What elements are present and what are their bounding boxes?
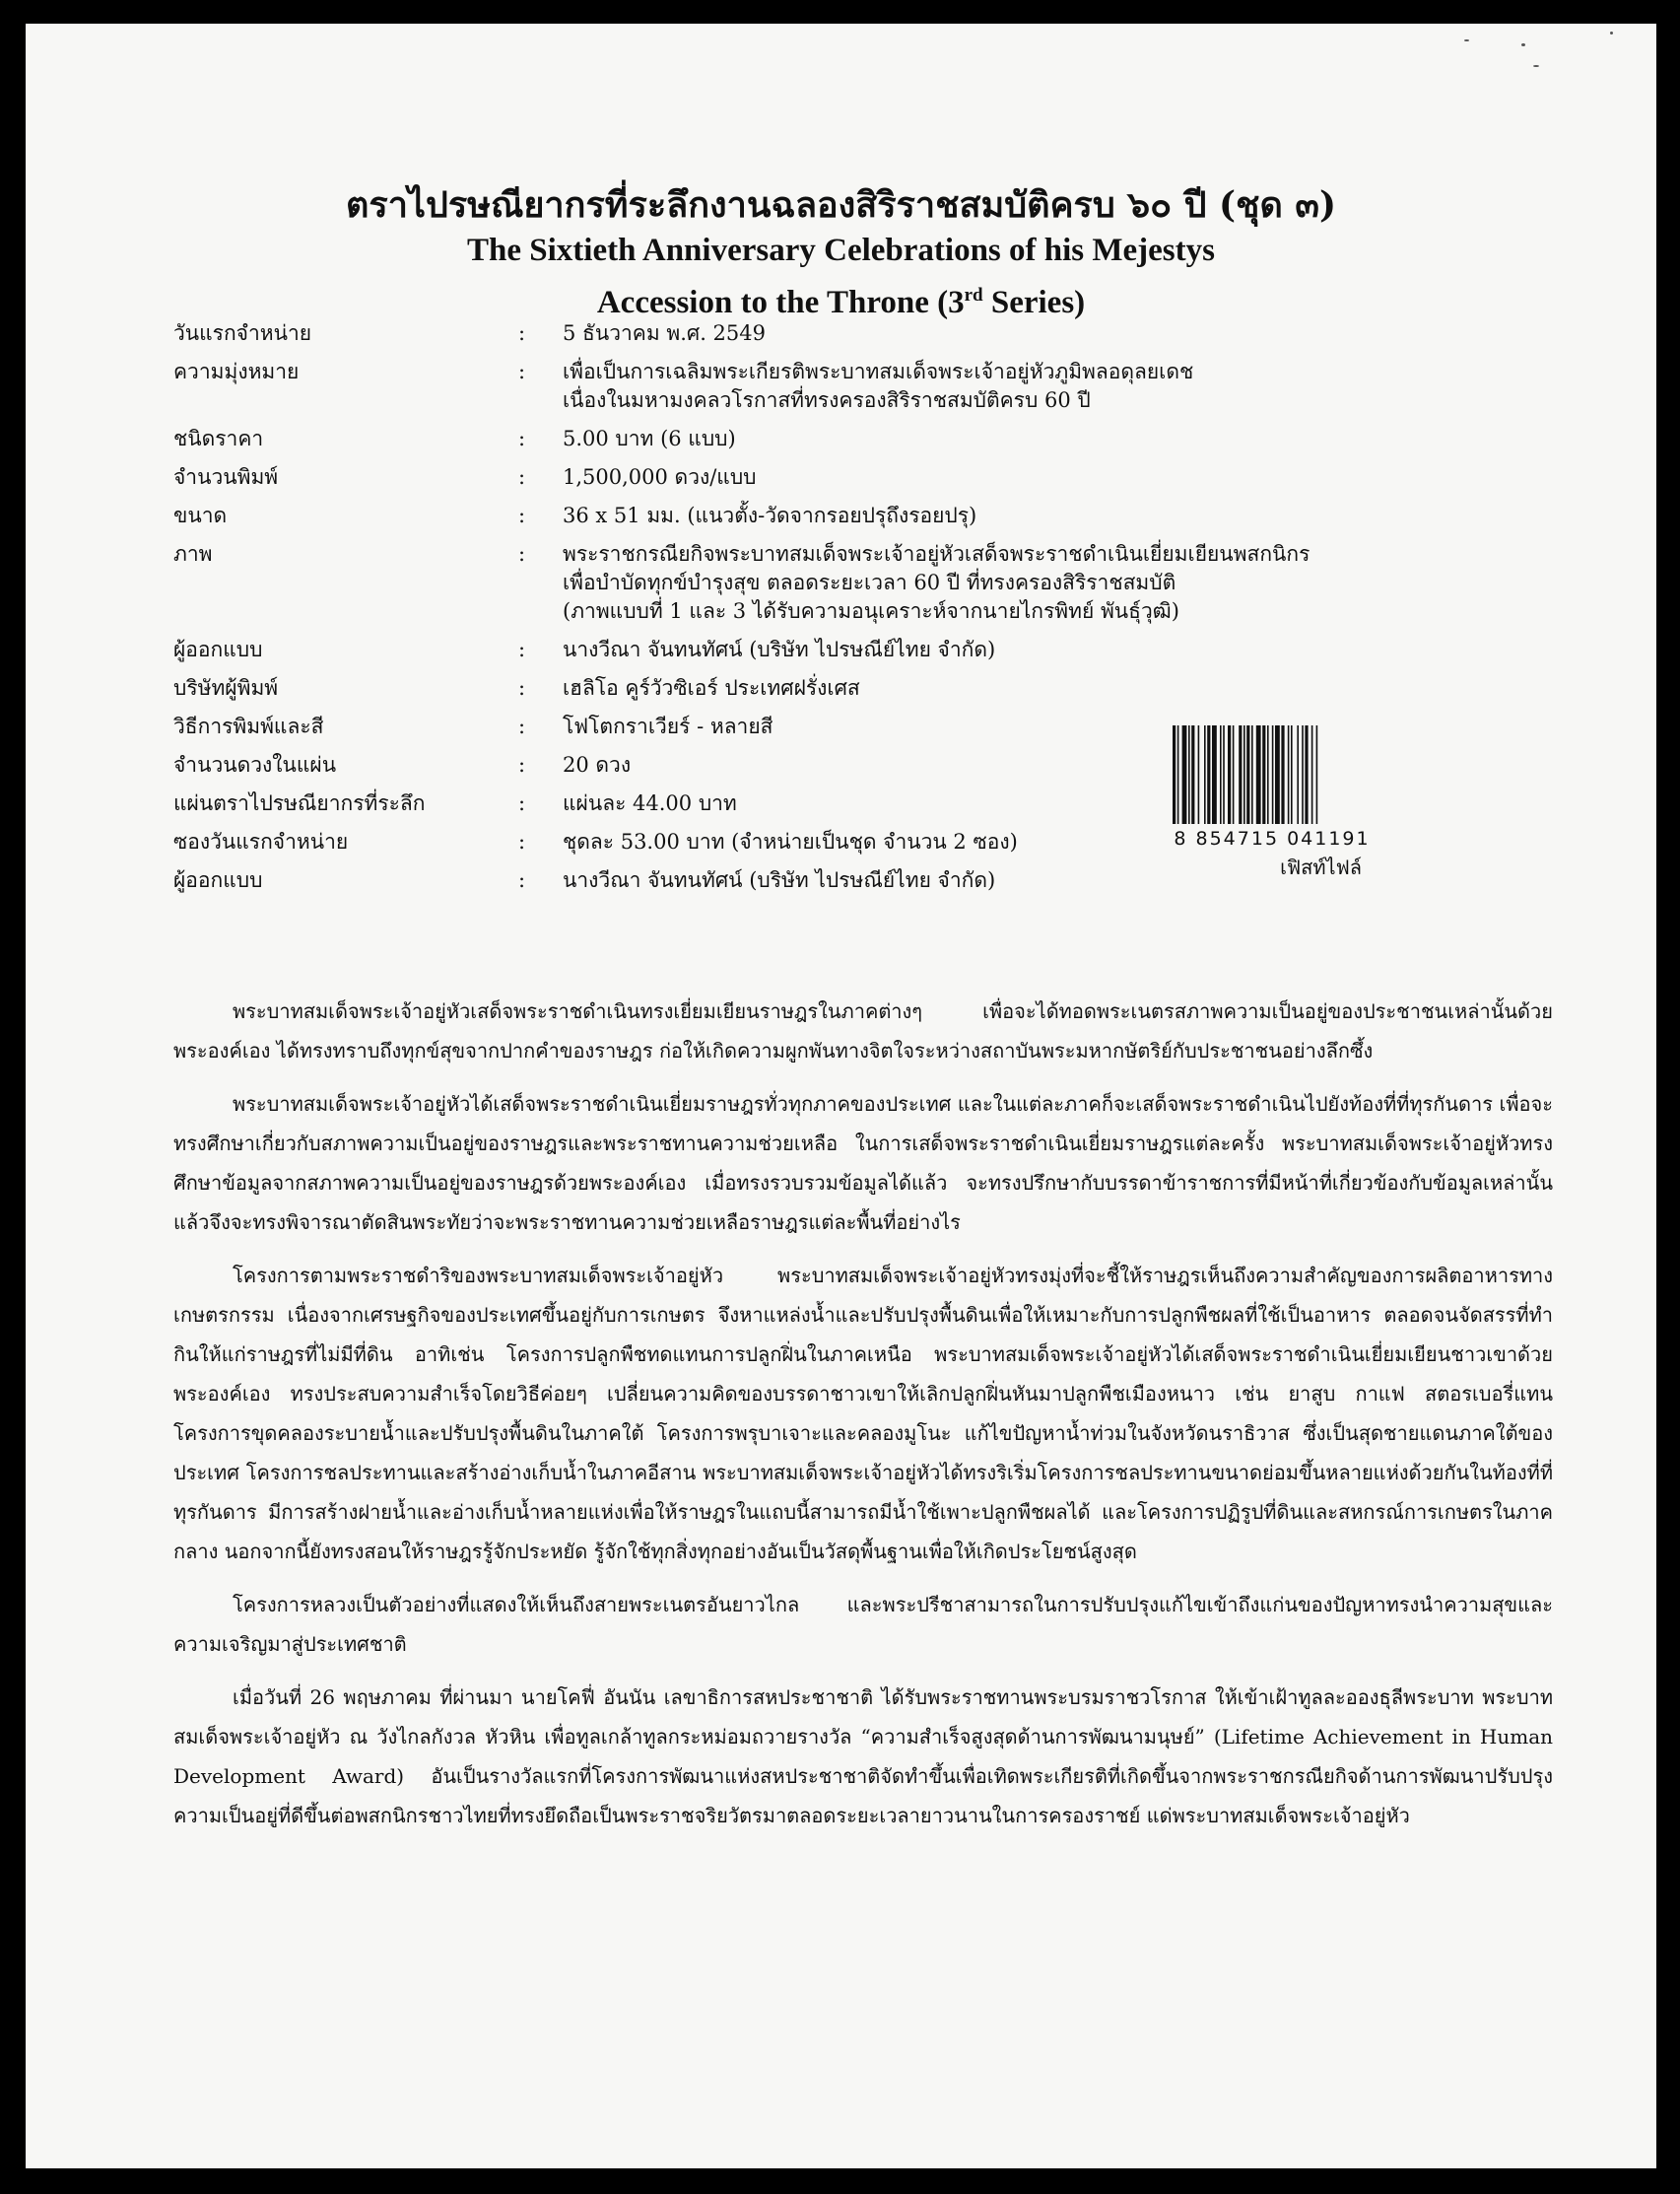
detail-value-line: 1,500,000 ดวง/แบบ bbox=[563, 465, 757, 489]
barcode-bar bbox=[1267, 725, 1269, 824]
detail-value bbox=[563, 358, 1553, 415]
barcode-bar bbox=[1288, 725, 1290, 824]
detail-separator: : bbox=[518, 465, 526, 489]
barcode-caption: เฟิสท์ไฟล์ bbox=[1280, 856, 1362, 879]
body-paragraph: เมื่อวันที่ 26 พฤษภาคม ที่ผ่านมา นายโคฟี่ อันนัน เลขาธิการสหประชาชาติ ได้รับพระราชทานพระบรมราชวโรกาส ให้เข้าเฝ้าทูลละอองธุลีพระบาท พระบาทสมเด็จพระเจ้าอยู่หัว ณ วังไกลกังวล หัวหิน เพื่อทูลเกล้าทูลกระหม่อมถวายรางวัล “ความสำเร็จสูงสุดด้านการพัฒนามนุษย์” (Lifetime Achievement in Human Development Award) อันเป็นรางวัลแรกที่โครงการพัฒนาแห่งสหประชาชาติจัดทำขึ้นเพื่อเทิดพระเกียรติที่เกิดขึ้นจากพระราชกรณียกิจด้านการพัฒนาปรับปรุงความเป็นอยู่ที่ดีขึ้นต่อพสกนิกรชาวไทยที่ทรงยึดถือเป็นพระราชจริยวัตรมาตลอดระยะเวลายาวนานในการครองราชย์ แด่พระบาทสมเด็จพระเจ้าอยู่หัว bbox=[173, 1685, 1553, 1827]
detail-separator: : bbox=[518, 638, 526, 661]
detail-label: ผู้ออกแบบ bbox=[173, 868, 263, 892]
detail-value-line: 36 x 51 มม. (แนวตั้ง-วัดจากรอยปรุถึงรอยปรุ) bbox=[563, 504, 977, 527]
paper-speck bbox=[1610, 32, 1613, 34]
detail-row bbox=[173, 540, 1553, 626]
barcode-bar bbox=[1297, 725, 1299, 824]
barcode-bar bbox=[1173, 725, 1176, 824]
barcode-bar bbox=[1302, 725, 1304, 824]
barcode-bar bbox=[1191, 725, 1194, 824]
barcode-bar bbox=[1204, 725, 1206, 824]
barcode-bar bbox=[1243, 725, 1245, 824]
barcode-bar bbox=[1212, 725, 1217, 824]
detail-label: จำนวนดวงในแผ่น bbox=[173, 753, 337, 777]
detail-row bbox=[173, 502, 1553, 530]
barcode-bar bbox=[1246, 725, 1249, 824]
detail-value-line: 5 ธันวาคม พ.ศ. 2549 bbox=[563, 321, 767, 345]
detail-label: วันแรกจำหน่าย bbox=[173, 321, 312, 345]
barcode-bar bbox=[1262, 725, 1265, 824]
detail-row bbox=[173, 425, 1553, 453]
detail-separator: : bbox=[518, 715, 526, 738]
detail-value bbox=[563, 319, 1553, 348]
title-english-line2-end: Series) bbox=[982, 285, 1086, 320]
description-text bbox=[173, 992, 1553, 1849]
detail-value bbox=[563, 540, 1553, 626]
detail-value bbox=[563, 425, 1553, 453]
detail-value bbox=[563, 636, 1553, 664]
paper-speck bbox=[1521, 43, 1525, 46]
detail-value bbox=[563, 751, 1553, 780]
paper-speck bbox=[1464, 39, 1469, 41]
detail-value-line: แผ่นละ 44.00 บาท bbox=[563, 791, 737, 815]
detail-value-line: นางวีณา จันทนทัศน์ (บริษัท ไปรษณีย์ไทย จำกัด) bbox=[563, 868, 996, 892]
body-paragraph: พระบาทสมเด็จพระเจ้าอยู่หัวได้เสด็จพระราชดำเนินเยี่ยมราษฎรทั่วทุกภาคของประเทศ และในแต่ละภาคก็จะเสด็จพระราชดำเนินไปยังท้องที่ที่ทุรกันดาร เพื่อจะทรงศึกษาเกี่ยวกับสภาพความเป็นอยู่ของราษฎรและพระราชทานความช่วยเหลือ ในการเสด็จพระราชดำเนินเยี่ยมราษฎรแต่ละครั้ง พระบาทสมเด็จพระเจ้าอยู่หัวทรงศึกษาข้อมูลจากสภาพความเป็นอยู่ของราษฎรด้วยพระองค์เอง เมื่อทรงรวบรวมข้อมูลได้แล้ว จะทรงปรึกษากับบรรดาข้าราชการที่มีหน้าที่เกี่ยวข้องกับข้อมูลเหล่านั้น แล้วจึงจะทรงพิจารณาตัดสินพระทัยว่าจะพระราชทานความช่วยเหลือราษฎรแต่ละพื้นที่อย่างไร bbox=[173, 1092, 1553, 1234]
title-english-ordinal: rd bbox=[964, 285, 983, 306]
detail-value-line: 5.00 บาท (6 แบบ) bbox=[563, 427, 736, 450]
barcode-bar bbox=[1311, 725, 1313, 824]
detail-value bbox=[563, 713, 1553, 741]
detail-label: ชนิดราคา bbox=[173, 427, 264, 450]
barcode-bar bbox=[1272, 725, 1274, 824]
barcode-bar bbox=[1198, 725, 1200, 824]
title-thai: ตราไปรษณียากรที่ระลึกงานฉลองสิริราชสมบัติครบ ๖๐ ปี (ชุด ๓) bbox=[345, 184, 1337, 226]
detail-label: ภาพ bbox=[173, 542, 213, 566]
barcode-bar bbox=[1251, 725, 1253, 824]
barcode-bar bbox=[1291, 725, 1293, 824]
detail-value-line: เพื่อเป็นการเฉลิมพระเกียรติพระบาทสมเด็จพระเจ้าอยู่หัวภูมิพลอดุลยเดช bbox=[563, 360, 1194, 383]
detail-value bbox=[563, 463, 1553, 492]
detail-label: จำนวนพิมพ์ bbox=[173, 465, 279, 489]
detail-separator: : bbox=[518, 830, 526, 854]
detail-label: ผู้ออกแบบ bbox=[173, 638, 263, 661]
detail-separator: : bbox=[518, 868, 526, 892]
barcode-bar bbox=[1182, 725, 1187, 824]
detail-row bbox=[173, 674, 1553, 703]
barcode-bar bbox=[1207, 725, 1210, 824]
detail-value-line: เนื่องในมหามงคลวโรกาสที่ทรงครองสิริราชสมบัติครบ 60 ปี bbox=[563, 388, 1091, 412]
detail-value bbox=[563, 502, 1553, 530]
title-english-line1: The Sixtieth Anniversary Celebrations of his Mejestys bbox=[467, 233, 1215, 268]
paper-speck bbox=[1533, 65, 1539, 67]
detail-separator: : bbox=[518, 321, 526, 345]
title-english-line2 bbox=[26, 273, 1656, 325]
barcode-bar bbox=[1233, 725, 1235, 824]
detail-separator: : bbox=[518, 753, 526, 777]
detail-value-line: 20 ดวง bbox=[563, 753, 632, 777]
body-paragraph: โครงการตามพระราชดำริของพระบาทสมเด็จพระเจ้าอยู่หัว พระบาทสมเด็จพระเจ้าอยู่หัวทรงมุ่งที่จะชี้ให้ราษฎรเห็นถึงความสำคัญของการผลิตอาหารทางเกษตรกรรม เนื่องจากเศรษฐกิจของประเทศขึ้นอยู่กับการเกษตร จึงหาแหล่งน้ำและปรับปรุงพื้นดินเพื่อให้เหมาะกับการปลูกพืชผลที่ใช้เป็นอาหาร ตลอดจนจัดสรรที่ทำกินให้แก่ราษฎรที่ไม่มีที่ดิน อาทิเช่น โครงการปลูกพืชทดแทนการปลูกฝิ่นในภาคเหนือ พระบาทสมเด็จพระเจ้าอยู่หัวได้เสด็จพระราชดำเนินเยี่ยมเยียนชาวเขาด้วยพระองค์เอง ทรงประสบความสำเร็จโดยวิธีค่อยๆ เปลี่ยนความคิดของบรรดาชาวเขาให้เลิกปลูกฝิ่นหันมาปลูกพืชเมืองหนาว เช่น ยาสูบ กาแฟ สตอรเบอรี่แทน โครงการขุดคลองระบายน้ำและปรับปรุงพื้นดินในภาคใต้ โครงการพรุบาเจาะและคลองมูโนะ แก้ไขปัญหาน้ำท่วมในจังหวัดนราธิวาส ซึ่งเป็นสุดชายแดนภาคใต้ของประเทศ โครงการชลประทานและสร้างอ่างเก็บน้ำในภาคอีสาน พระบาทสมเด็จพระเจ้าอยู่หัวได้ทรงริเริ่มโครงการชลประทานขนาดย่อมขึ้นหลายแห่งด้วยกันในท้องที่ที่ทุรกันดาร มีการสร้างฝายน้ำและอ่างเก็บน้ำหลายแห่งเพื่อให้ราษฎรในแถบนี้สามารถมีน้ำใช้เพาะปลูกพืชผลได้ และโครงการปฏิรูปที่ดินและสหกรณ์การเกษตรในภาคกลาง นอกจากนี้ยังทรงสอนให้ราษฎรรู้จักประหยัด รู้จักใช้ทุกสิ่งทุกอย่างอันเป็นวัสดุพื้นฐานเพื่อให้เกิดประโยชน์สูงสุด bbox=[173, 1264, 1553, 1563]
detail-value bbox=[563, 866, 1553, 895]
detail-row bbox=[173, 319, 1553, 348]
detail-row bbox=[173, 463, 1553, 492]
detail-separator: : bbox=[518, 676, 526, 700]
title-block bbox=[26, 181, 1656, 325]
barcode-bar bbox=[1305, 725, 1308, 824]
detail-separator: : bbox=[518, 504, 526, 527]
detail-separator: : bbox=[518, 427, 526, 450]
detail-row bbox=[173, 636, 1553, 664]
detail-value bbox=[563, 674, 1553, 703]
barcode-bar bbox=[1239, 725, 1242, 824]
detail-value-line: เพื่อบำบัดทุกข์บำรุงสุข ตลอดระยะเวลา 60 ปี ที่ทรงครองสิริราชสมบัติ bbox=[563, 571, 1176, 594]
barcode-bar bbox=[1316, 725, 1318, 824]
detail-label: ความมุ่งหมาย bbox=[173, 360, 300, 383]
barcode-bar bbox=[1177, 725, 1179, 824]
detail-value-line: โฟโตกราเวียร์ - หลายสี bbox=[563, 715, 773, 738]
barcode-bar bbox=[1220, 725, 1222, 824]
stamp-info-sheet bbox=[26, 24, 1656, 2168]
barcode-block bbox=[1169, 725, 1376, 883]
detail-value-line: นางวีณา จันทนทัศน์ (บริษัท ไปรษณีย์ไทย จำกัด) bbox=[563, 638, 996, 661]
detail-label: ซองวันแรกจำหน่าย bbox=[173, 830, 349, 854]
detail-value-line: พระราชกรณียกิจพระบาทสมเด็จพระเจ้าอยู่หัวเสด็จพระราชดำเนินเยี่ยมเยียนพสกนิกร bbox=[563, 542, 1310, 566]
body-paragraph: โครงการหลวงเป็นตัวอย่างที่แสดงให้เห็นถึงสายพระเนตรอันยาวไกล และพระปรีชาสามารถในการปรับปรุงแก้ไขเข้าถึงแก่นของปัญหาทรงนำความสุขและความเจริญมาสู่ประเทศชาติ bbox=[173, 1593, 1553, 1656]
detail-value-line: เฮลิโอ คูร์วัวซิเอร์ ประเทศฝรั่งเศส bbox=[563, 676, 860, 700]
detail-separator: : bbox=[518, 360, 526, 383]
barcode-bar bbox=[1188, 725, 1190, 824]
detail-row bbox=[173, 358, 1553, 415]
detail-value bbox=[563, 789, 1553, 818]
barcode-bar bbox=[1256, 725, 1261, 824]
detail-value-line: (ภาพแบบที่ 1 และ 3 ได้รับความอนุเคราะห์จากนายไกรพิทย์ พันธุ์วุฒิ) bbox=[563, 599, 1179, 623]
detail-separator: : bbox=[518, 542, 526, 566]
barcode-bar bbox=[1228, 725, 1231, 824]
detail-label: บริษัทผู้พิมพ์ bbox=[173, 676, 279, 700]
title-english-line2-main: Accession to the Throne (3 bbox=[596, 285, 965, 320]
barcode-bar bbox=[1281, 725, 1284, 824]
detail-separator: : bbox=[518, 791, 526, 815]
detail-label: วิธีการพิมพ์และสี bbox=[173, 715, 324, 738]
barcode-number: 8 854715 041191 bbox=[1174, 828, 1371, 850]
barcode-bar bbox=[1223, 725, 1225, 824]
detail-label: แผ่นตราไปรษณียากรที่ระลึก bbox=[173, 791, 426, 815]
detail-label: ขนาด bbox=[173, 504, 228, 527]
barcode-icon bbox=[1169, 725, 1376, 826]
body-paragraph: พระบาทสมเด็จพระเจ้าอยู่หัวเสด็จพระราชดำเนินทรงเยี่ยมเยียนราษฎรในภาคต่างๆ เพื่อจะได้ทอดพระเนตรสภาพความเป็นอยู่ของประชาชนเหล่านั้นด้วยพระองค์เอง ได้ทรงทราบถึงทุกข์สุขจากปากคำของราษฎร ก่อให้เกิดความผูกพันทางจิตใจระหว่างสถาบันพระมหากษัตริย์กับประชาชนอย่างลึกซึ้ง bbox=[173, 999, 1553, 1063]
detail-value-line: ชุดละ 53.00 บาท (จำหน่ายเป็นชุด จำนวน 2 ซอง) bbox=[563, 830, 1018, 854]
barcode-bar bbox=[1275, 725, 1280, 824]
detail-value bbox=[563, 828, 1553, 857]
